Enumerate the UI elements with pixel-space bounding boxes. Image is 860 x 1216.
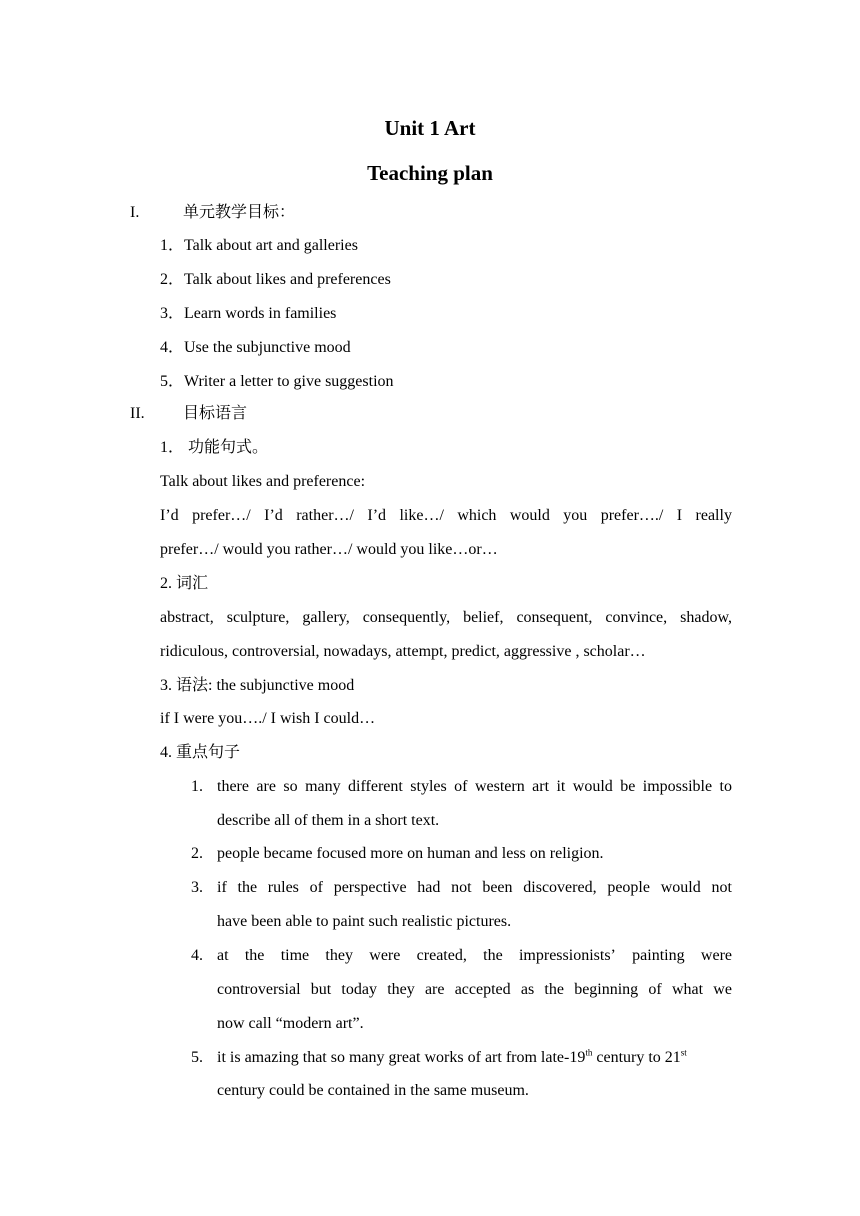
word: discovered,: [523, 879, 597, 896]
word: were: [700, 947, 732, 964]
justified-text: [217, 877, 732, 899]
section-2-heading: 目标语言: [183, 405, 248, 422]
vocabulary-line: ridiculous, controversial, nowadays, attempt, predict, aggressive , scholar…: [160, 643, 646, 660]
word: it: [556, 778, 566, 795]
word: styles: [410, 778, 447, 795]
justified-text: [217, 979, 732, 1001]
sentence-text: it is amazing that so many great works of art from late-19: [217, 1049, 586, 1066]
word: as: [520, 981, 535, 998]
objective-item: 1．Talk about art and galleries: [160, 237, 358, 254]
word: different: [348, 778, 403, 795]
word: not: [451, 879, 472, 896]
section-1-numeral: I.: [130, 204, 140, 221]
word: are: [424, 981, 445, 998]
word: perspective: [333, 879, 407, 896]
word: of: [454, 778, 468, 795]
sentence-line: [217, 877, 732, 899]
justified-text: [217, 945, 732, 967]
sentence-text: century to 21: [592, 1049, 681, 1066]
word: there: [217, 778, 249, 795]
functional-sentences-heading: 1． 功能句式。: [160, 439, 269, 456]
word: the: [237, 879, 258, 896]
word: gallery,: [302, 609, 350, 626]
sentence-line: [217, 979, 732, 1001]
word: western: [474, 778, 525, 795]
key-sentences-heading: 4. 重点句子: [160, 744, 241, 761]
word: rules: [267, 879, 299, 896]
objective-item: 5．Writer a letter to give suggestion: [160, 373, 394, 390]
functional-sentences-intro: Talk about likes and preference:: [160, 473, 366, 490]
word: sculpture,: [226, 609, 290, 626]
word: were: [369, 947, 401, 964]
word: consequently,: [362, 609, 451, 626]
word: they: [325, 947, 353, 964]
sentence-number: 1.: [191, 778, 203, 795]
word: would: [572, 778, 613, 795]
sentence-line: [217, 1047, 687, 1069]
section-2-numeral: II.: [130, 405, 145, 422]
word: really: [695, 507, 732, 524]
objective-item: 3．Learn words in families: [160, 305, 337, 322]
word: time: [280, 947, 310, 964]
justified-text: [160, 607, 732, 629]
word: I: [676, 507, 683, 524]
word: today: [341, 981, 377, 998]
word: art: [532, 778, 550, 795]
word: rather…/: [296, 507, 354, 524]
word: the: [544, 981, 564, 998]
word: what: [671, 981, 704, 998]
justified-text: [160, 505, 732, 527]
document-subtitle: Teaching plan: [367, 161, 493, 185]
objective-item: 4．Use the subjunctive mood: [160, 339, 351, 356]
functional-sentences-line: [160, 505, 732, 527]
word: been: [482, 879, 513, 896]
document-title: Unit 1 Art: [384, 116, 476, 140]
word: many: [305, 778, 341, 795]
word: I’d: [264, 507, 283, 524]
grammar-heading: 3. 语法: the subjunctive mood: [160, 677, 355, 694]
grammar-example: if I were you…./ I wish I could…: [160, 710, 376, 727]
word: impossible: [642, 778, 713, 795]
word: prefer…/: [192, 507, 251, 524]
word: belief,: [463, 609, 504, 626]
word: to: [719, 778, 732, 795]
word: accepted: [454, 981, 511, 998]
word: I’d: [367, 507, 387, 524]
word: I’d: [160, 507, 179, 524]
word: which: [457, 507, 497, 524]
sentence-line: now call “modern art”.: [217, 1015, 364, 1032]
sentence-line: have been able to paint such realistic pictures.: [217, 913, 512, 930]
word: prefer…./: [600, 507, 664, 524]
word: the: [244, 947, 265, 964]
word: abstract,: [160, 609, 214, 626]
word: the: [483, 947, 503, 964]
word: painting: [632, 947, 685, 964]
word: are: [256, 778, 276, 795]
sentence-number: 4.: [191, 947, 203, 964]
objective-item: 2．Talk about likes and preferences: [160, 271, 391, 288]
vocabulary-line: [160, 607, 732, 629]
word: we: [713, 981, 732, 998]
word: shadow,: [680, 609, 732, 626]
word: controversial: [217, 981, 301, 998]
word: had: [417, 879, 441, 896]
word: but: [310, 981, 332, 998]
word: would: [660, 879, 701, 896]
word: consequent,: [516, 609, 593, 626]
word: you: [563, 507, 588, 524]
sentence-line: [217, 776, 732, 798]
word: people: [607, 879, 650, 896]
sentence-line: describe all of them in a short text.: [217, 812, 440, 829]
word: not: [711, 879, 732, 896]
ordinal-suffix: th: [585, 1047, 593, 1058]
sentence-line: people became focused more on human and less on religion.: [217, 845, 604, 862]
word: if: [217, 879, 227, 896]
word: of: [309, 879, 323, 896]
sentence-line: century could be contained in the same museum.: [217, 1082, 529, 1099]
word: created,: [416, 947, 467, 964]
word: would: [509, 507, 550, 524]
section-1-heading: 单元教学目标：: [183, 204, 296, 221]
word: impressionists’: [518, 947, 616, 964]
sentence-line: [217, 945, 732, 967]
ordinal-suffix: st: [680, 1047, 687, 1058]
word: they: [387, 981, 415, 998]
sentence-number: 5.: [191, 1049, 203, 1066]
vocabulary-heading: 2. 词汇: [160, 575, 209, 592]
word: convince,: [605, 609, 668, 626]
sentence-number: 3.: [191, 879, 203, 896]
word: so: [283, 778, 298, 795]
justified-text: [217, 776, 732, 798]
word: of: [648, 981, 662, 998]
functional-sentences-line: prefer…/ would you rather…/ would you like…or…: [160, 541, 498, 558]
sentence-number: 2.: [191, 845, 203, 862]
word: like…/: [399, 507, 444, 524]
word: be: [620, 778, 636, 795]
word: at: [217, 947, 229, 964]
word: beginning: [574, 981, 639, 998]
